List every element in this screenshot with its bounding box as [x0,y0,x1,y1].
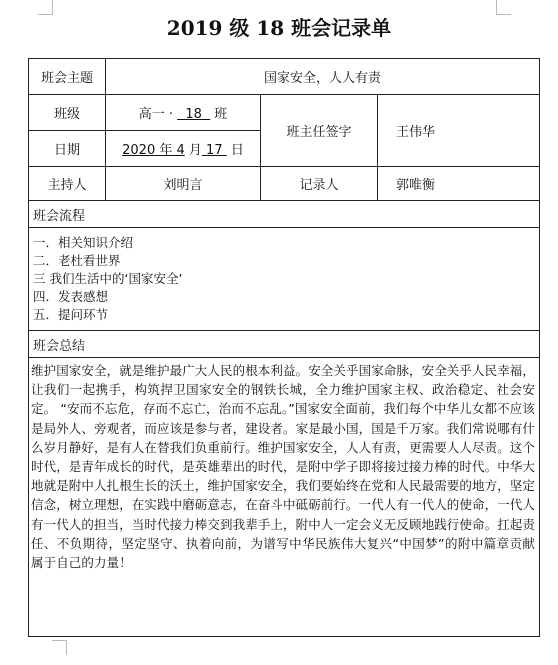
class-number [177,107,210,122]
topic-label: 班会主题 [29,59,106,95]
date-day: 17 [206,143,223,158]
table-row [29,228,540,331]
date-day-unit: 日 [226,143,244,158]
table-row [29,331,540,358]
date-month: 4 [176,143,185,158]
host-label: 主持人 [29,167,106,201]
document-title: 2019 级 18 班会记录单 [166,16,392,40]
page-corner-mark [496,0,511,15]
list-item: 四．发表感想 [33,289,109,304]
class-grade: 高一 · [138,107,178,122]
list-item: 五．提问环节 [33,307,109,322]
table-row [29,95,540,131]
list-item: 一．相关知识介绍 [33,235,134,250]
date-value [106,131,261,167]
date-underline [122,143,185,158]
host-value: 刘明言 [106,167,261,201]
teacher-name: 王伟华 [378,95,540,167]
date-year: 2020 [122,143,156,158]
page-corner-mark [52,640,67,655]
table-row [29,201,540,228]
date-day-underline [202,143,227,158]
list-item: 三 我们生活中的‘国家安全’ [33,271,183,286]
date-month-unit: 月 [184,143,202,158]
class-label: 班级 [29,95,106,131]
recorder-label: 记录人 [261,167,378,201]
class-value [106,95,261,131]
date-year-unit: 年 [155,143,177,158]
date-label: 日期 [29,131,106,167]
class-number-text: 18 [185,107,202,122]
teacher-sign-label: 班主任签字 [261,95,378,167]
table-row [29,167,540,201]
page-corner-mark [38,0,53,15]
summary-cell [29,358,540,637]
table-row [29,59,540,95]
summary-text: 维护国家安全，就是维护最广大人民的根本利益。安全关乎国家命脉，安全关乎人民幸福，让我们一起携手，构筑捍卫国家安全的钢铁长城，全力维护国家主权、政治稳定、社会安定。 “安而不忘危，存而不忘亡，治而不忘乱。”国家安全面前，我们每个中华儿女都不应该是局外人、旁观者，而应该是参与者，建设者。家是最小国，国是千万家。我们常说哪有什么岁月静好，是有人在替我们负重前行。维护国家安全，人人有责，更需要人人尽责。这个时代，是青年成长的时代，是英雄辈出的时代，是附中学子即将接过接力棒的时代。中华大地就是附中人扎根生长的沃土，维护国家安全，我们要始终在党和人民最需要的地方，坚定信念，树立理想，在实践中磨砺意志，在奋斗中砥砺前行。一代人有一代人的使命，一代人有一代人的担当，当时代接力棒交到我辈手上，附中人一定会义无反顾地践行使命。扛起责任、不负期待，坚定坚守、执着向前，为谱写中华民族伟大复兴“中国梦”的附中篇章贡献属于自己的力量！ [31,363,536,571]
topic-value: 国家安全，人人有责 [106,59,540,95]
list-item: 二．老杜看世界 [33,253,121,268]
process-heading: 班会流程 [29,201,540,228]
recorder-value: 郭唯衡 [378,167,540,201]
class-suffix: 班 [210,107,228,122]
process-list [29,228,540,331]
table-row [29,358,540,637]
record-table [28,58,540,637]
summary-heading: 班会总结 [29,331,540,358]
